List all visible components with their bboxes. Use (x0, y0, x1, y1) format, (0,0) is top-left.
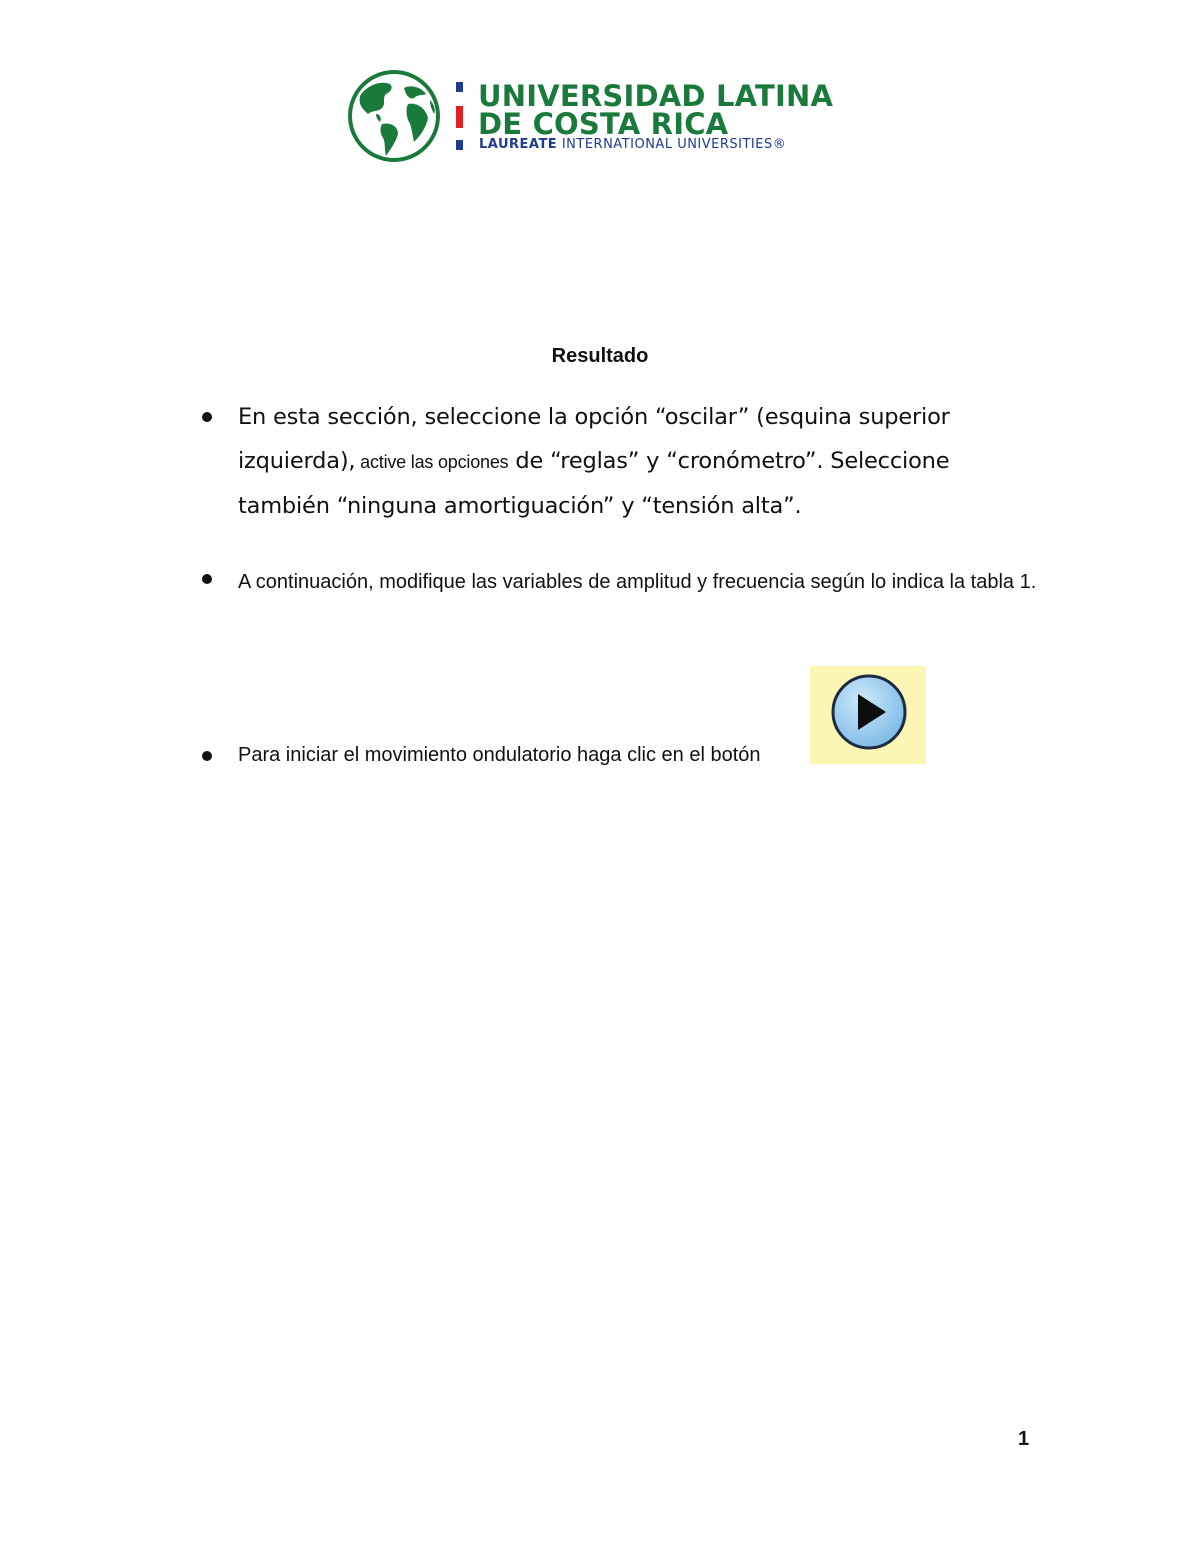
university-logo (346, 70, 836, 166)
logo-line-1: UNIVERSIDAD LATINA (478, 79, 834, 113)
page-number: 1 (1018, 1428, 1030, 1450)
bullet-dot-3 (202, 751, 212, 761)
bullet-dot-2 (202, 574, 212, 584)
globe-icon (346, 70, 442, 162)
bullet-text-1 (238, 395, 1038, 528)
bullet-text-2: A continuación, modifique las variables de amplitud y frecuencia según lo indica la tabla 1. (238, 571, 1037, 593)
bullet-1-part-3: de “reglas” y “cronómetro”. Seleccione también “ninguna amortiguación” y “tensión alta”. (238, 448, 950, 519)
logo-line-2: DE COSTA RICA (478, 107, 729, 141)
play-icon (830, 672, 908, 752)
logo-line-3 (479, 138, 786, 151)
bullet-text-3: Para iniciar el movimiento ondulatorio haga clic en el botón (238, 744, 761, 766)
bullet-dot-1 (202, 412, 212, 422)
logo-laureate: LAUREATE (479, 137, 558, 152)
play-button[interactable] (810, 666, 926, 764)
section-heading: Resultado (551, 345, 649, 367)
logo-flag-bars (454, 82, 464, 152)
logo-laureate-rest: INTERNATIONAL UNIVERSITIES® (557, 137, 787, 152)
bullet-1-part-2: active las opciones (355, 452, 509, 472)
bullet-1-part-1: En esta sección, seleccione la opción “oscilar” (esquina superior izquierda), (238, 404, 950, 474)
